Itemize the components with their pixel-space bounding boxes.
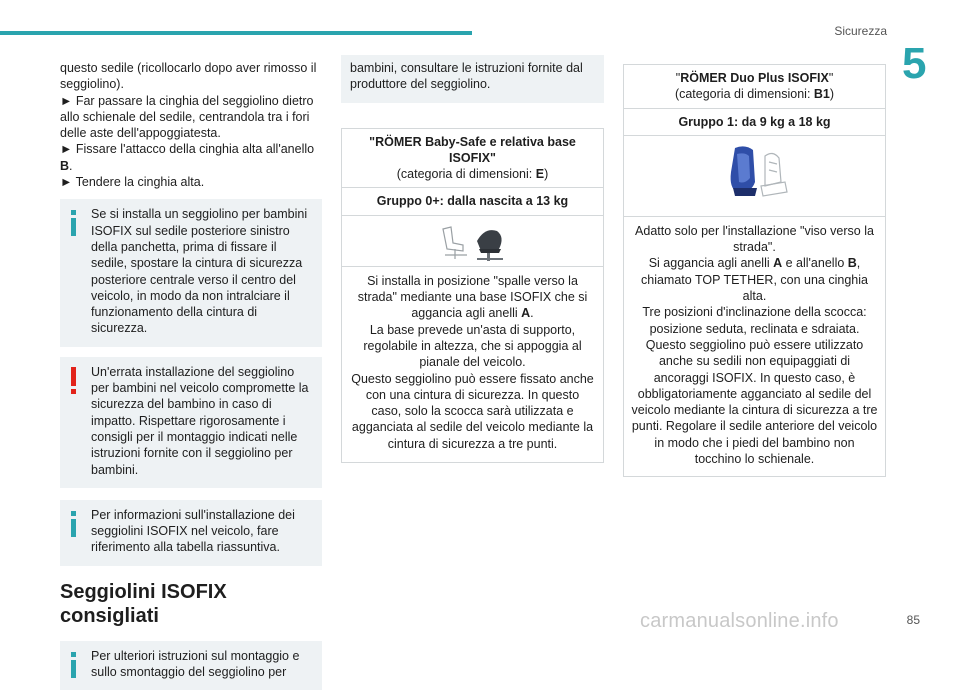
info-icon xyxy=(71,511,76,539)
column-2 xyxy=(341,55,604,463)
description-line: Adatto solo per l'installazione "viso verso la strada". xyxy=(635,223,874,255)
seat-illustration xyxy=(342,215,603,266)
seat-card-duo-plus xyxy=(623,64,886,477)
description-line: Questo seggiolino può essere utilizzato anche su sedili non equipaggiati di ancoraggi ISOFIX. In questo caso, è obbligatoriamente agganciato al sedile del veicolo mediante la cintura di sicurezza a tre punti. Regolare il sedile anteriore del veicolo in modo che i piedi del bambino non tocchino lo schienale. xyxy=(631,337,878,467)
info-note xyxy=(60,199,322,346)
size-category: (categoria di dimensioni: B1) xyxy=(674,87,835,102)
note-text: Per ulteriori istruzioni sul montaggio e sullo smontaggio del seggiolino per xyxy=(91,648,300,680)
section-title: Sicurezza xyxy=(834,24,887,38)
card-title xyxy=(624,65,885,108)
ring-label: B xyxy=(60,158,70,173)
column-3 xyxy=(623,64,886,477)
punctuation: . xyxy=(69,158,73,173)
weight-group: Gruppo 0+: dalla nascita a 13 kg xyxy=(342,187,603,214)
note-text: Se si installa un seggiolino per bambini ISOFIX sul sedile posteriore sinistro della panchetta, prima di fissare il sedile, spostare la cintura di sicurezza posteriore centrale verso il centro del veicolo, in modo da non intralciare il funzionamento della cintura di sicurezza. xyxy=(91,207,308,336)
instruction-step: ► Tendere la cinghia alta. xyxy=(60,175,205,190)
instruction-step: ► Far passare la cinghia del seggiolino dietro allo schienale del sedile, centrandola tra i fori delle aste dell'appoggiatesta. xyxy=(60,93,314,141)
watermark: carmanualsonline.info xyxy=(640,610,839,632)
warning-icon xyxy=(71,367,76,395)
note-text: Per informazioni sull'installazione dei seggiolini ISOFIX nel veicolo, fare riferimento alla tabella riassuntiva. xyxy=(91,507,295,555)
card-description xyxy=(624,216,885,476)
page-number: 85 xyxy=(906,613,920,627)
info-icon xyxy=(71,210,76,238)
size-category: (categoria di dimensioni: E) xyxy=(396,167,549,182)
seat-name: "RÖMER Baby-Safe e relativa base ISOFIX" xyxy=(369,134,576,165)
seat-name: "RÖMER Duo Plus ISOFIX" xyxy=(675,71,834,85)
description-line: Tre posizioni d'inclinazione della scocca: posizione seduta, reclinata e sdraiata. xyxy=(642,305,867,336)
seat-card-baby-safe xyxy=(341,128,604,463)
chapter-number: 5 xyxy=(902,39,927,88)
info-note-continued xyxy=(341,55,604,103)
seat-illustration xyxy=(624,135,885,216)
paragraph: questo sedile (ricollocarlo dopo aver rimosso il seggiolino). xyxy=(60,61,317,92)
description-line: La base prevede un'asta di supporto, regolabile in altezza, che si appoggia al pianale del veicolo. xyxy=(363,322,582,370)
section-heading: Seggiolini ISOFIX consigliati xyxy=(60,580,227,627)
info-icon xyxy=(71,652,76,680)
baby-seat-image xyxy=(433,219,513,263)
info-note xyxy=(60,500,322,566)
note-text: bambini, consultare le istruzioni fornite dal produttore del seggiolino. xyxy=(350,61,583,92)
description-line: Si installa in posizione "spalle verso la strada" mediante una base ISOFIX che si aggancia agli anelli A. xyxy=(357,273,588,321)
description-line: Si aggancia agli anelli A e all'anello B, chiamato TOP TETHER, con una cinghia alta. xyxy=(641,256,868,304)
instruction-step xyxy=(60,141,322,174)
child-seat-image xyxy=(715,142,795,206)
column-1 xyxy=(60,60,322,690)
card-description xyxy=(342,266,603,462)
info-note xyxy=(60,641,322,690)
header-accent-bar xyxy=(0,31,472,35)
description-line: Questo seggiolino può essere fissato anche con una cintura di sicurezza. In questo caso, solo la scocca sarà utilizzata e agganciata al sedile del veicolo mediante la cintura di sicurezza a tre punti. xyxy=(351,371,594,451)
warning-text: Un'errata installazione del seggiolino per bambini nel veicolo compromette la sicurezza del bambino in caso di impatto. Rispettare rigorosamente i consigli per il montaggio indicati nelle istruzioni fornite con il seggiolino per bambini. xyxy=(91,364,309,477)
step-text: ► Fissare l'attacco della cinghia alta all'anello xyxy=(60,142,315,157)
weight-group: Gruppo 1: da 9 kg a 18 kg xyxy=(624,108,885,135)
card-title xyxy=(342,129,603,188)
warning-note xyxy=(60,357,322,488)
